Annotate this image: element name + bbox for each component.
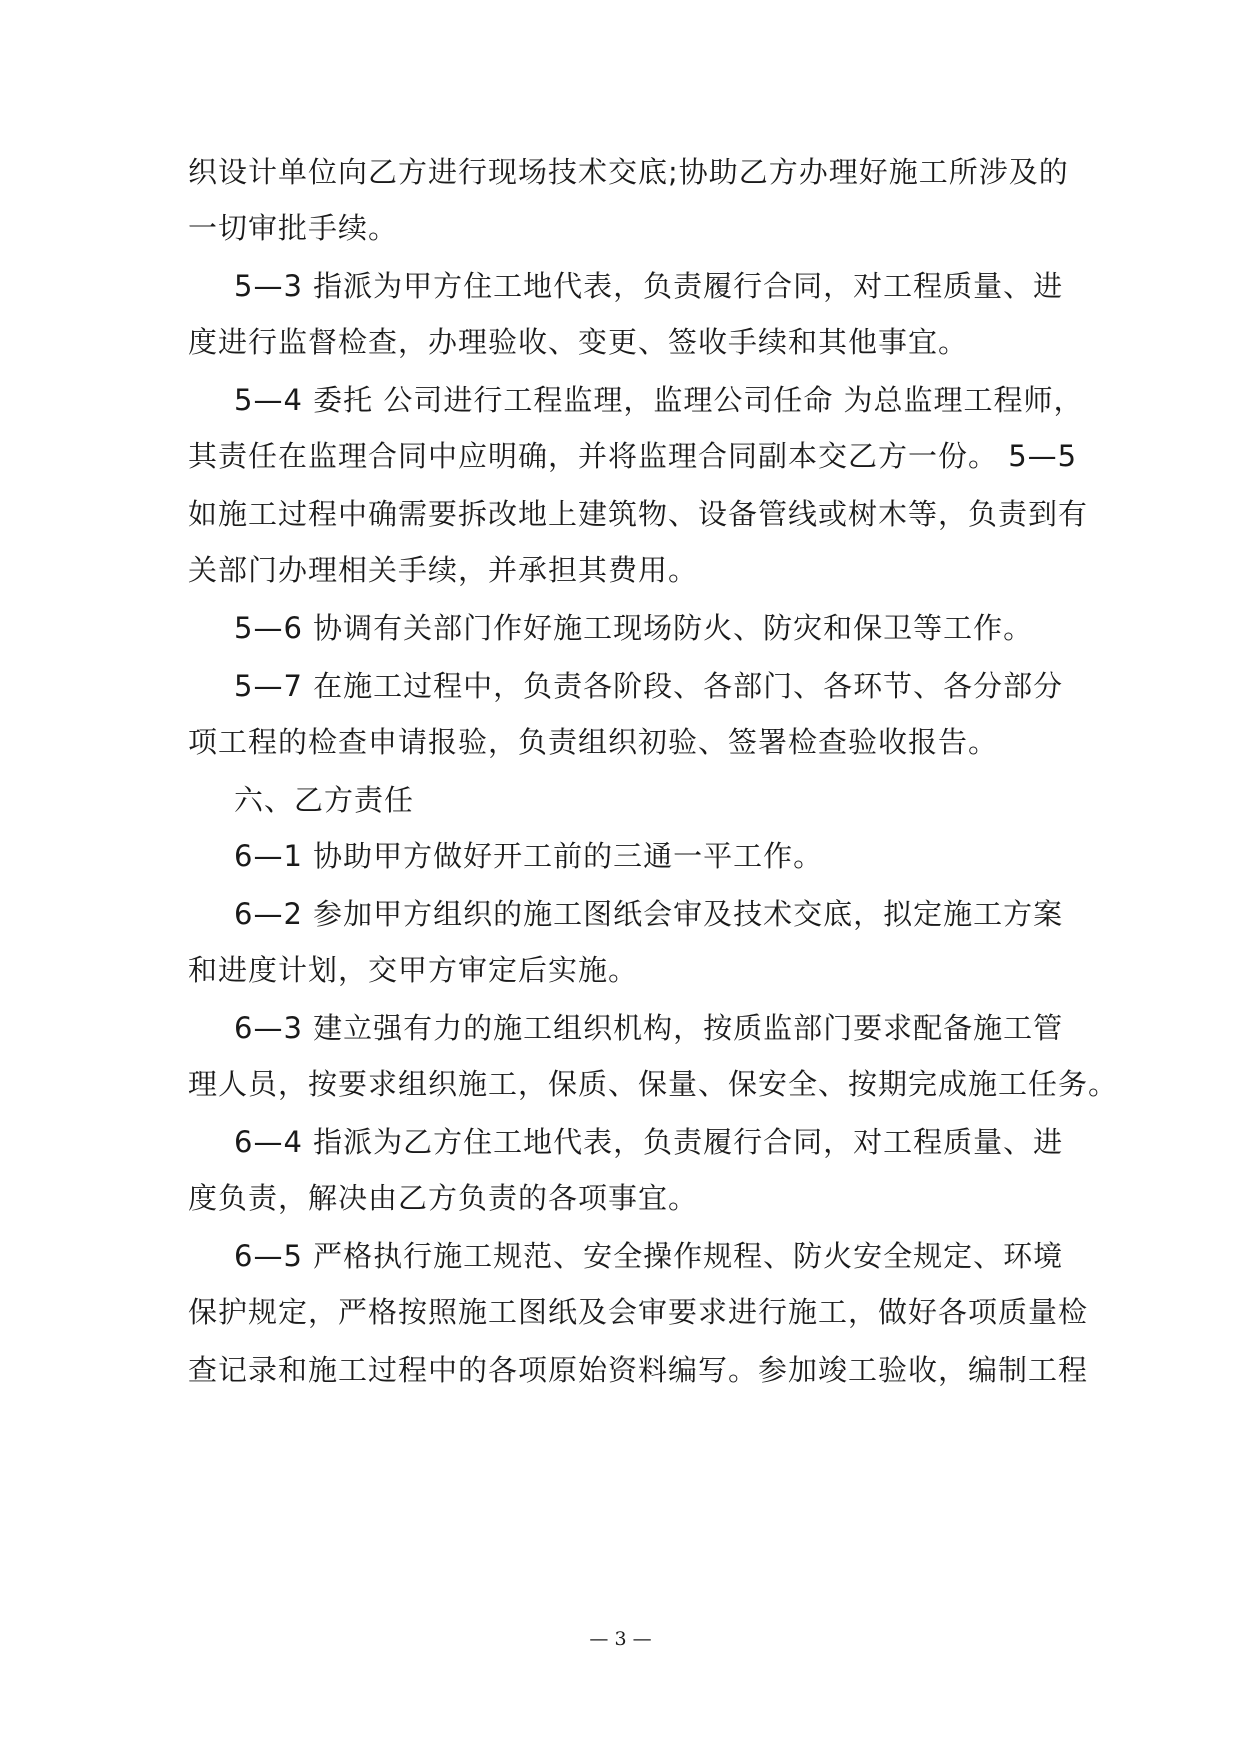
text-line: 5—6 协调有关部门作好施工现场防火、防灾和保卫等工作。 <box>234 611 1034 645</box>
text-line: 关部门办理相关手续，并承担其费用。 <box>188 553 699 587</box>
text-line: 项工程的检查申请报验，负责组织初验、签署检查验收报告。 <box>188 725 999 759</box>
text-line: 保护规定，严格按照施工图纸及会审要求进行施工，做好各项质量检 <box>188 1295 1089 1329</box>
text-line: 6—3 建立强有力的施工组织机构，按质监部门要求配备施工管 <box>234 1011 1064 1045</box>
text-line: 5—4 委托 公司进行工程监理，监理公司任命 为总监理工程师， <box>234 383 1084 417</box>
text-line: 和进度计划，交甲方审定后实施。 <box>188 953 639 987</box>
section-heading: 六、乙方责任 <box>234 783 415 817</box>
text-line: 度负责，解决由乙方负责的各项事宜。 <box>188 1181 699 1215</box>
text-line: 6—1 协助甲方做好开工前的三通一平工作。 <box>234 839 824 873</box>
text-line: 如施工过程中确需要拆改地上建筑物、设备管线或树木等，负责到有 <box>188 497 1089 531</box>
text-line: 其责任在监理合同中应明确，并将监理合同副本交乙方一份。 5—5 <box>188 439 1078 473</box>
text-line: 度进行监督检查，办理验收、变更、签收手续和其他事宜。 <box>188 325 969 359</box>
text-line: 6—5 严格执行施工规范、安全操作规程、防火安全规定、环境 <box>234 1239 1064 1273</box>
text-line: 理人员，按要求组织施工，保质、保量、保安全、按期完成施工任务。 <box>188 1067 1119 1101</box>
page-number: — 3 — <box>589 1628 652 1650</box>
text-line: 6—4 指派为乙方住工地代表，负责履行合同，对工程质量、进 <box>234 1125 1064 1159</box>
text-line: 查记录和施工过程中的各项原始资料编写。参加竣工验收，编制工程 <box>188 1353 1089 1387</box>
text-line: 6—2 参加甲方组织的施工图纸会审及技术交底，拟定施工方案 <box>234 897 1064 931</box>
text-line: 一切审批手续。 <box>188 211 399 245</box>
text-line: 织设计单位向乙方进行现场技术交底;协助乙方办理好施工所涉及的 <box>188 155 1069 189</box>
text-line: 5—3 指派为甲方住工地代表，负责履行合同，对工程质量、进 <box>234 269 1064 303</box>
text-line: 5—7 在施工过程中，负责各阶段、各部门、各环节、各分部分 <box>234 669 1064 703</box>
